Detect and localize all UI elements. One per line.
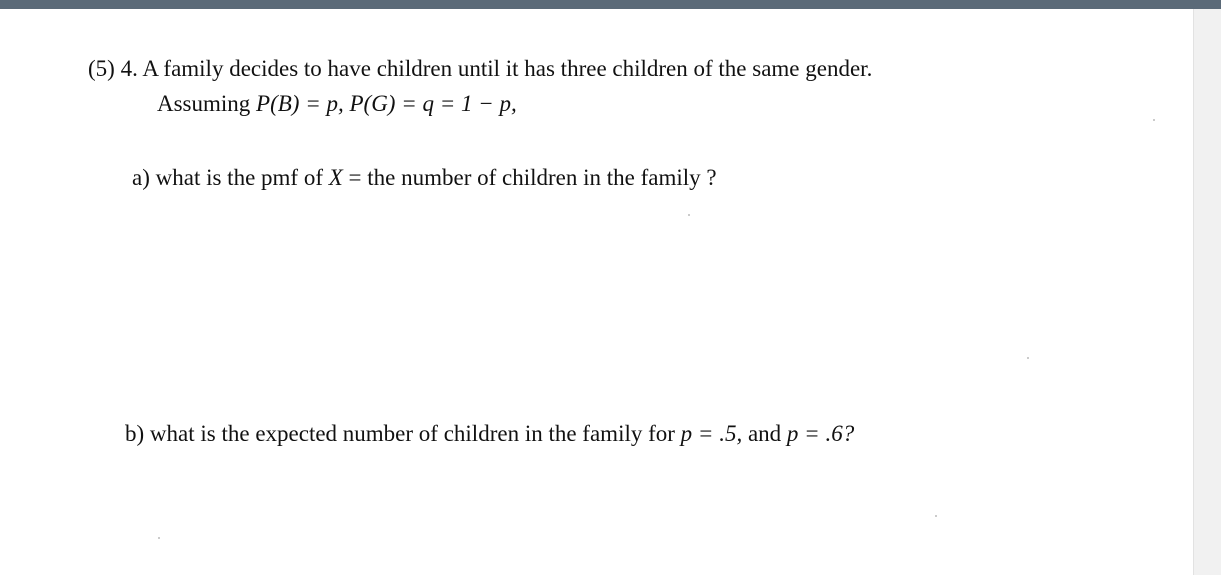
part-a-text-before: what is the pmf of	[155, 165, 323, 190]
part-a-math: X	[328, 165, 343, 190]
part-b-math-1: p = .5,	[680, 421, 743, 446]
part-a	[132, 165, 717, 191]
part-b	[125, 421, 854, 447]
problem-points: (5)	[88, 56, 115, 81]
part-b-label: b)	[125, 421, 145, 446]
assumption-prefix: Assuming	[157, 91, 251, 116]
problem-number: 4.	[120, 56, 138, 81]
vertical-scrollbar[interactable]	[1193, 9, 1221, 575]
document-page	[0, 9, 1193, 575]
part-a-text-after: = the number of children in the family ?	[348, 165, 717, 190]
scan-speck	[688, 214, 690, 216]
part-a-label: a)	[132, 165, 150, 190]
scan-speck	[1153, 119, 1155, 121]
problem-assumption-line	[157, 91, 517, 117]
scan-speck	[935, 515, 937, 517]
scan-speck	[158, 537, 160, 539]
part-b-text-before: what is the expected number of children in the family for	[149, 421, 675, 446]
assumption-math: P(B) = p, P(G) = q = 1 − p,	[256, 91, 517, 116]
problem-statement: A family decides to have children until it has three children of the same gender.	[142, 56, 873, 81]
part-b-connector: and	[747, 421, 782, 446]
problem-statement-line	[88, 56, 872, 82]
part-b-math-2: p = .6?	[786, 421, 855, 446]
scan-speck	[1027, 357, 1029, 359]
window-top-bar	[0, 0, 1221, 9]
